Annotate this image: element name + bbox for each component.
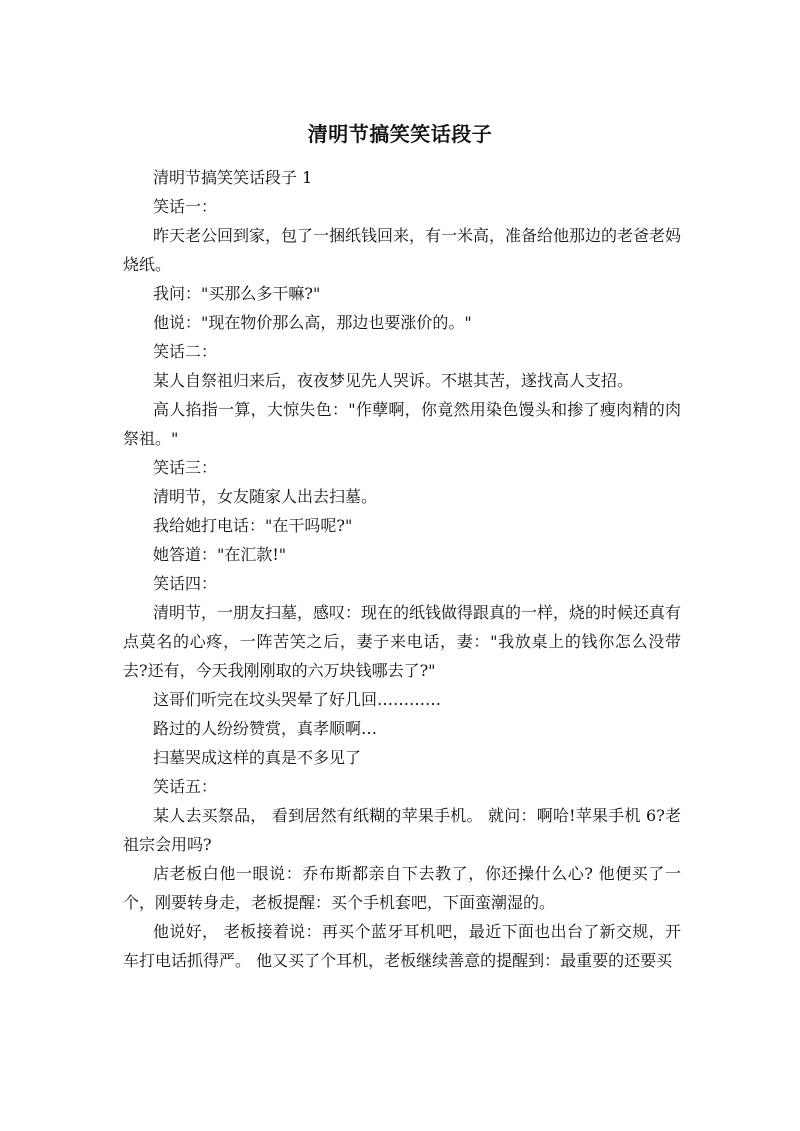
paragraph: 高人掐指一算，大惊失色："作孽啊，你竟然用染色馒头和掺了瘦肉精的肉祭祖。" bbox=[123, 400, 681, 448]
paragraph-joke-2-heading: 笑话二： bbox=[153, 342, 218, 361]
paragraph: 路过的人纷纷赞赏，真孝顺啊… bbox=[153, 719, 378, 738]
paragraph: 某人去买祭品， 看到居然有纸糊的苹果手机。 就问：啊哈!苹果手机 6?老祖宗会用吗? bbox=[123, 806, 681, 854]
paragraph-joke-4-heading: 笑话四： bbox=[153, 574, 218, 593]
paragraph: 他说好， 老板接着说：再买个蓝牙耳机吧，最近下面也出台了新交规，开车打电话抓得严。 他又买了个耳机，老板继续善意的提醒到：最重要的还要买 bbox=[123, 922, 681, 970]
page-title: 清明节搞笑笑话段子 bbox=[307, 122, 493, 146]
paragraph: 扫墓哭成这样的真是不多见了 bbox=[153, 748, 362, 767]
document-body bbox=[123, 163, 681, 975]
paragraph-joke-5-heading: 笑话五： bbox=[153, 777, 218, 796]
paragraph: 我给她打电话："在干吗呢?" bbox=[153, 516, 353, 535]
paragraph: 这哥们听完在坟头哭晕了好几回………… bbox=[153, 690, 442, 709]
paragraph: 某人自祭祖归来后，夜夜梦见先人哭诉。不堪其苦，遂找高人支招。 bbox=[153, 371, 634, 390]
paragraph-joke-3-heading: 笑话三： bbox=[153, 458, 218, 477]
paragraph: 昨天老公回到家，包了一捆纸钱回来，有一米高，准备给他那边的老爸老妈烧纸。 bbox=[123, 226, 682, 274]
paragraph-subtitle: 清明节搞笑笑话段子 1 bbox=[153, 168, 313, 187]
paragraph-joke-1-heading: 笑话一： bbox=[153, 197, 218, 216]
paragraph: 我问："买那么多干嘛?" bbox=[153, 284, 321, 303]
paragraph: 店老板白他一眼说：乔布斯都亲自下去教了，你还操什么心? 他便买了一个，刚要转身走，老板提醒：买个手机套吧，下面蛮潮湿的。 bbox=[123, 864, 681, 912]
paragraph: 清明节，一朋友扫墓，感叹：现在的纸钱做得跟真的一样，烧的时候还真有点莫名的心疼，一阵苦笑之后，妻子来电话，妻："我放桌上的钱你怎么没带去?还有，今天我刚刚取的六万块钱哪去了?" bbox=[123, 603, 682, 680]
paragraph: 他说："现在物价那么高，那边也要涨价的。" bbox=[153, 313, 472, 332]
paragraph: 她答道："在汇款!" bbox=[153, 545, 287, 564]
paragraph: 清明节，女友随家人出去扫墓。 bbox=[153, 487, 378, 506]
